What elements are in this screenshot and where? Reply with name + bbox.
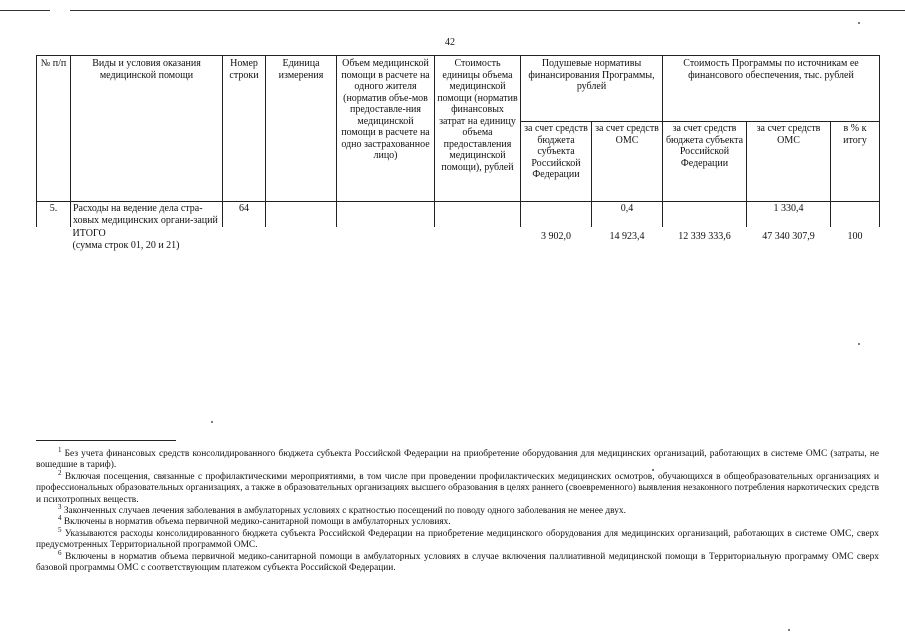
- page-number: 42: [445, 37, 455, 48]
- scan-speck: [652, 469, 654, 471]
- total-unit-cost: [435, 227, 521, 252]
- row-unit: [266, 202, 337, 228]
- table-row: [37, 202, 880, 228]
- footnote-mark: 1: [58, 446, 62, 454]
- row-unit-cost: [435, 202, 521, 228]
- header-row-number: Номер строки: [223, 56, 266, 202]
- footnote-3: [36, 503, 879, 517]
- footnote-text: Законченных случаев лечения заболевания в амбулаторных условиях с кратностью посещений по поводу одного заболевания не менее двух.: [63, 506, 626, 517]
- total-num: [37, 227, 71, 252]
- total-per-capita-budget: 3 902,0: [541, 231, 571, 242]
- row-program-budget: [663, 202, 747, 228]
- row-volume: [337, 202, 435, 228]
- footnote-text: Включая посещения, связанные с профилактическими мероприятиями, в том числе при проведении профилактических медицинских осмотров, обучающихся в общеобразовательных организациях и профессиональных образовательных организациях, а также в образовательных организациях высшего образования в целях раннего (своевременного) выявления незаконного потребления наркотических средств и психотропных веществ.: [36, 471, 880, 505]
- header-program-cost: Стоимость Программы по источникам ее финансового обеспечения, тыс. рублей: [663, 56, 880, 122]
- table-row-total: [37, 227, 880, 252]
- total-program-budget: 12 339 333,6: [678, 231, 731, 242]
- footnote-mark: 2: [58, 468, 62, 477]
- row-num: 5.: [37, 202, 71, 228]
- row-row-number: 64: [223, 202, 266, 228]
- row-kind: Расходы на ведение дела стра-ховых медицинских органи-заций: [71, 202, 223, 228]
- footnote-text: Без учета финансовых средств консолидированного бюджета субъекта Российской Федерации на приобретение оборудования для медицинских организаций, работающих в системе ОМС (затраты, не вошедшие в тариф).: [36, 449, 879, 471]
- total-unit: [266, 227, 337, 252]
- scan-speck: [858, 343, 860, 345]
- total-program-percent: 100: [847, 231, 863, 242]
- footnote-2: [36, 468, 880, 506]
- header-program-percent: в % к итогу: [831, 122, 880, 202]
- header-per-capita-oms: за счет средств ОМС: [592, 122, 663, 202]
- footnote-mark: 5: [58, 525, 62, 534]
- footnote-text: Включены в норматив объема первичной медико-санитарной помощи в амбулаторных условиях.: [63, 517, 451, 528]
- header-program-budget: за счет средств бюджета субъекта Российской Федерации: [663, 122, 747, 202]
- header-num: № п/п: [37, 56, 71, 202]
- header-per-capita: Подушевые нормативы финансирования Программы, рублей: [521, 56, 663, 122]
- total-label: ИТОГО (сумма строк 01, 20 и 21): [72, 228, 180, 251]
- row-program-percent: [831, 202, 880, 228]
- footnotes: [36, 440, 879, 574]
- header-per-capita-budget: за счет средств бюджета субъекта Российской Федерации: [521, 122, 592, 202]
- total-per-capita-oms: 14 923,4: [609, 231, 645, 242]
- row-per-capita-oms: 0,4: [592, 202, 663, 228]
- total-program-oms: 47 340 307,9: [762, 231, 815, 242]
- header-volume: Объем медицинской помощи в расчете на одного жителя (норматив объе-мов предоставле-ния медицинской помощи в расчете на одно застрахованное лицо): [337, 56, 435, 202]
- financing-table-container: [36, 55, 879, 252]
- scan-top-rule-left: [0, 10, 50, 11]
- footnote-mark: 3: [58, 503, 62, 512]
- total-row-number: [223, 227, 266, 252]
- header-unit: Единица измерения: [266, 56, 337, 202]
- scan-speck: [858, 22, 860, 24]
- total-volume: [337, 227, 435, 252]
- footnote-6: [36, 548, 879, 575]
- footnote-mark: 4: [58, 514, 62, 523]
- scan-top-rule: [70, 10, 905, 11]
- header-unit-cost: Стоимость единицы объема медицинской помощи (норматив финансовых затрат на единицу объема предоставления медицинской помощи), рублей: [435, 56, 521, 202]
- footnote-5: [36, 525, 879, 552]
- header-program-oms: за счет средств ОМС: [747, 122, 831, 202]
- footnote-mark: 6: [58, 548, 62, 557]
- footnote-text: Включены в норматив объема первичной медико-санитарной помощи в амбулаторных условиях в случае включения паллиативной медицинской помощи в Территориальную программу ОМС сверх базовой программы ОМС с соответствующим платежом субъекта Российской Федерации.: [36, 551, 879, 574]
- row-program-oms: 1 330,4: [747, 202, 831, 228]
- row-per-capita-budget: [521, 202, 592, 228]
- header-kind: Виды и условия оказания медицинской помощи: [71, 56, 223, 202]
- scan-speck: [788, 629, 790, 631]
- footnote-1: [36, 446, 879, 472]
- footnote-4: [36, 514, 879, 528]
- footnote-text: Указываются расходы консолидированного бюджета субъекта Российской Федерации на приобретение медицинского оборудования для медицинских организаций, работающих в системе ОМС, сверх предусмотренных Территориальной программой ОМС.: [36, 528, 879, 551]
- footnote-separator: [36, 440, 176, 441]
- scan-speck: [211, 421, 213, 423]
- financing-table: [36, 55, 880, 252]
